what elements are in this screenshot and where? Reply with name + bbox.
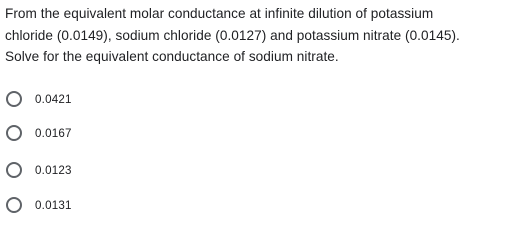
- question-line: From the equivalent molar conductance at infinite dilution of potassium: [5, 6, 434, 21]
- radio-button-icon[interactable]: [6, 197, 22, 213]
- question-line: chloride (0.0149), sodium chloride (0.0127) and potassium nitrate (0.0145).: [5, 27, 460, 43]
- option-label: 0.0131: [35, 198, 72, 212]
- answer-option[interactable]: [6, 122, 72, 144]
- answer-option[interactable]: [6, 194, 72, 216]
- radio-button-icon[interactable]: [6, 162, 22, 178]
- radio-button-icon[interactable]: [6, 125, 22, 141]
- answer-option[interactable]: [6, 88, 72, 110]
- option-label: 0.0167: [35, 126, 72, 140]
- option-label: 0.0421: [35, 92, 72, 106]
- answer-option[interactable]: [6, 159, 72, 181]
- option-label: 0.0123: [35, 163, 72, 177]
- radio-button-icon[interactable]: [6, 91, 22, 107]
- question-line: Solve for the equivalent conductance of sodium nitrate.: [5, 49, 339, 64]
